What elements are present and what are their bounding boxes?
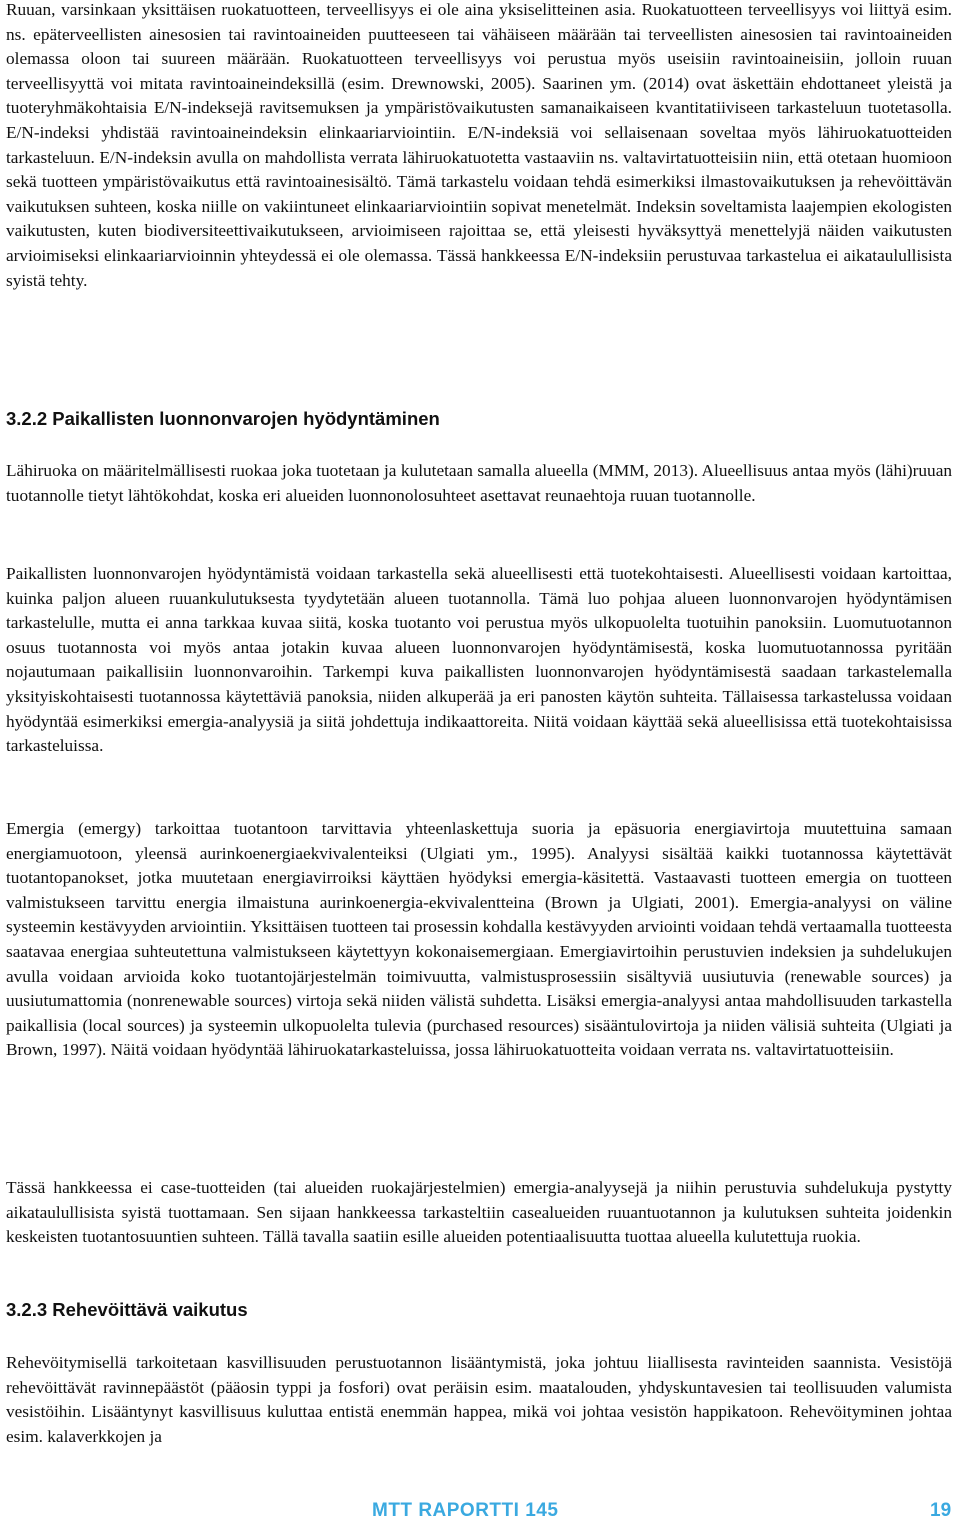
section-heading-3-2-3: 3.2.3 Rehevöittävä vaikutus: [6, 1299, 248, 1320]
paragraph-emergy: Emergia (emergy) tarkoittaa tuotantoon tarvittavia yhteenlaskettuja suoria ja epäsuoria energiavirtoja muutettuina samaan energiamuotoon, yleensä aurinkoenergiaekvivalenteiksi (Ulgiati ym., 1995). Analyysi sisältää kaikki tuotannossa käytettävät tuotantopanokset, jotka muutetaan energiavirroiksi käyttäen hyödyksi emergia-käsitettä. Vastaavasti tuotteen emergia on tuotteen valmistukseen tarvittu energia ilmaistuna aurinkoenergia-ekvivalentteina (Brown ja Ulgiati, 2001). Emergia-analyysi on väline systeemin kestävyyden arviointiin. Yksittäisen tuotteen tai prosessin kohdalla kestävyyden arviointi voidaan tehdä vertaamalla tuotteesta saatavaa energiaa suhteutettuna valmistukseen käytettyyn kokonaisemergiaan. Emergiavirtoihin perustuvien indeksien ja suhdelukujen avulla voidaan arvioida koko tuotantojärjestelmän toimivuutta, valmistusprosessiin sisältyviä uusiutuvia (renewable sources) ja uusiutumattomia (nonrenewable sources) virtoja sekä niiden välistä suhdetta. Lisäksi emergia-analyysi antaa mahdollisuuden tarkastella paikallisia (local sources) ja systeemin ulkopuolelta tulevia (purchased resources) sisääntulovirtoja ja niiden välisiä suhteita (Ulgiati ja Brown, 1997). Näitä voidaan hyödyntää lähiruokatarkasteluissa, jossa lähiruokatuotteita voidaan verrata ns. valtavirtatuotteisiin.: [6, 819, 952, 1060]
paragraph-eutrophication: Rehevöitymisellä tarkoitetaan kasvillisuuden perustuotannon lisääntymistä, joka johtuu liiallisesta ravinteiden saannista. Vesistöjä rehevöittävät ravinnepäästöt (pääosin typpi ja fosfori) ovat peräisin esim. maatalouden, yhdyskuntavesien tai teollisuuden valumista vesistöihin. Lisääntynyt kasvillisuus kuluttaa entistä enemmän happea, mikä voi johtaa vesistön happikatoon. Rehevöityminen johtaa esim. kalaverkkojen ja: [6, 1353, 952, 1446]
footer-page-number: 19: [930, 1500, 952, 1521]
footer-report-title: MTT RAPORTTI 145: [372, 1500, 559, 1521]
paragraph-local-food-definition: Lähiruoka on määritelmällisesti ruokaa joka tuotetaan ja kulutetaan samalla alueella (MMM, 2013). Alueellisuus antaa myös (lähi)ruuan tuotannolle tietyt lähtökohdat, koska eri alueiden luonnonolosuhteet asettavat reunaehtoja ruuan tuotannolle.: [6, 461, 952, 505]
section-heading-3-2-2: 3.2.2 Paikallisten luonnonvarojen hyödyntäminen: [6, 408, 440, 429]
paragraph-healthiness: Ruuan, varsinkaan yksittäisen ruokatuotteen, terveellisyys ei ole aina yksiselitteinen asia. Ruokatuotteen terveellisyys voi liittyä esim. ns. epäterveellisten ainesosien tai ravintoaineiden puutteeseen tai vähäiseen määrään tai terveellisten ainesosien tai ravintoaineiden olemassa oloon tai suureen määrään. Ruokatuotteen terveellisyys voi perustua myös useisiin ravintoaineisiin, jolloin ruuan terveellisyyttä voi mitata ravintoaineindeksillä (esim. Drewnowski, 2005). Saarinen ym. (2014) ovat äskettäin ehdottaneet yleistä ja tuoteryhmäkohtaisia E/N-indeksejä ravitsemuksen ja ympäristövaikutusten samanaikaiseen kvantitatiiviseen tarkasteluun tuotetasolla. E/N-indeksi yhdistää ravintoaineindeksin elinkaariarviointiin. E/N-indeksiä voi sellaisenaan soveltaa myös lähiruokatuotteiden tarkasteluun. E/N-indeksin avulla on mahdollista verrata lähiruokatuotetta vastaaviin ns. valtavirtatuotteisiin niin, että otetaan huomioon sekä tuotteen ympäristövaikutus että ravintoainesisältö. Tämä tarkastelu voidaan tehdä esimerkiksi ilmastovaikutuksen ja rehevöittävän vaikutuksen suhteen, koska niille on vakiintuneet elinkaariarviointiin sopivat menetelmät. Indeksin soveltamista laajempien ekologisten vaikutusten, kuten biodiversiteettivaikutukseen, arvioimiseen rajoittaa se, että yleisesti hyväksyttyä menettelyjä näiden vaikutusten arvioimiseksi elinkaariarvioinnin yhteydessä ei ole olemassa. Tässä hankkeessa E/N-indeksiin perustuvaa tarkastelua ei aikataulullisista syistä tehty.: [6, 0, 952, 290]
paragraph-local-resources: Paikallisten luonnonvarojen hyödyntämistä voidaan tarkastella sekä alueellisesti että tuotekohtaisesti. Alueellisesti voidaan kartoittaa, kuinka paljon alueen ruuankulutuksesta tyydytetään alueen tuotannolla. Tämä luo pohjaa alueen luonnonvarojen hyödyntämisen tarkastelulle, mutta ei anna tarkkaa kuvaa siitä, koska tuotanto voi perustua myös ulkopuolelta tuotuihin panoksiin. Luomutuotannon osuus tuotannosta voi myös antaa jotakin kuvaa alueen luonnonvarojen hyödyntämisestä, koska luomutuotannossa pyritään nojautumaan paikallisiin luonnonvaroihin. Tarkempi kuva paikallisten luonnonvarojen hyödyntämisestä saadaan tarkastelemalla yksityiskohtaisesti tuotannossa käytettäviä panoksia, niiden alkuperää ja eri panosten käytön suhteita. Tällaisessa tarkastelussa voidaan hyödyntää esimerkiksi emergia-analyysiä ja siitä johdettuja indikaattoreita. Niitä voidaan käyttää sekä alueellisissa että tuotekohtaisissa tarkasteluissa.: [6, 564, 952, 756]
paragraph-project-scope: Tässä hankkeessa ei case-tuotteiden (tai alueiden ruokajärjestelmien) emergia-analyysejä ja niihin perustuvia suhdelukuja pystytty aikataulullisista syistä tuottamaan. Sen sijaan hankkeessa tarkasteltiin casealueiden ruuantuotannon ja kulutuksen suhteita joidenkin keskeisten tuotantosuuntien suhteen. Tällä tavalla saatiin esille alueiden potentiaalisuutta tuottaa alueella kulutettuja ruokia.: [6, 1178, 952, 1247]
